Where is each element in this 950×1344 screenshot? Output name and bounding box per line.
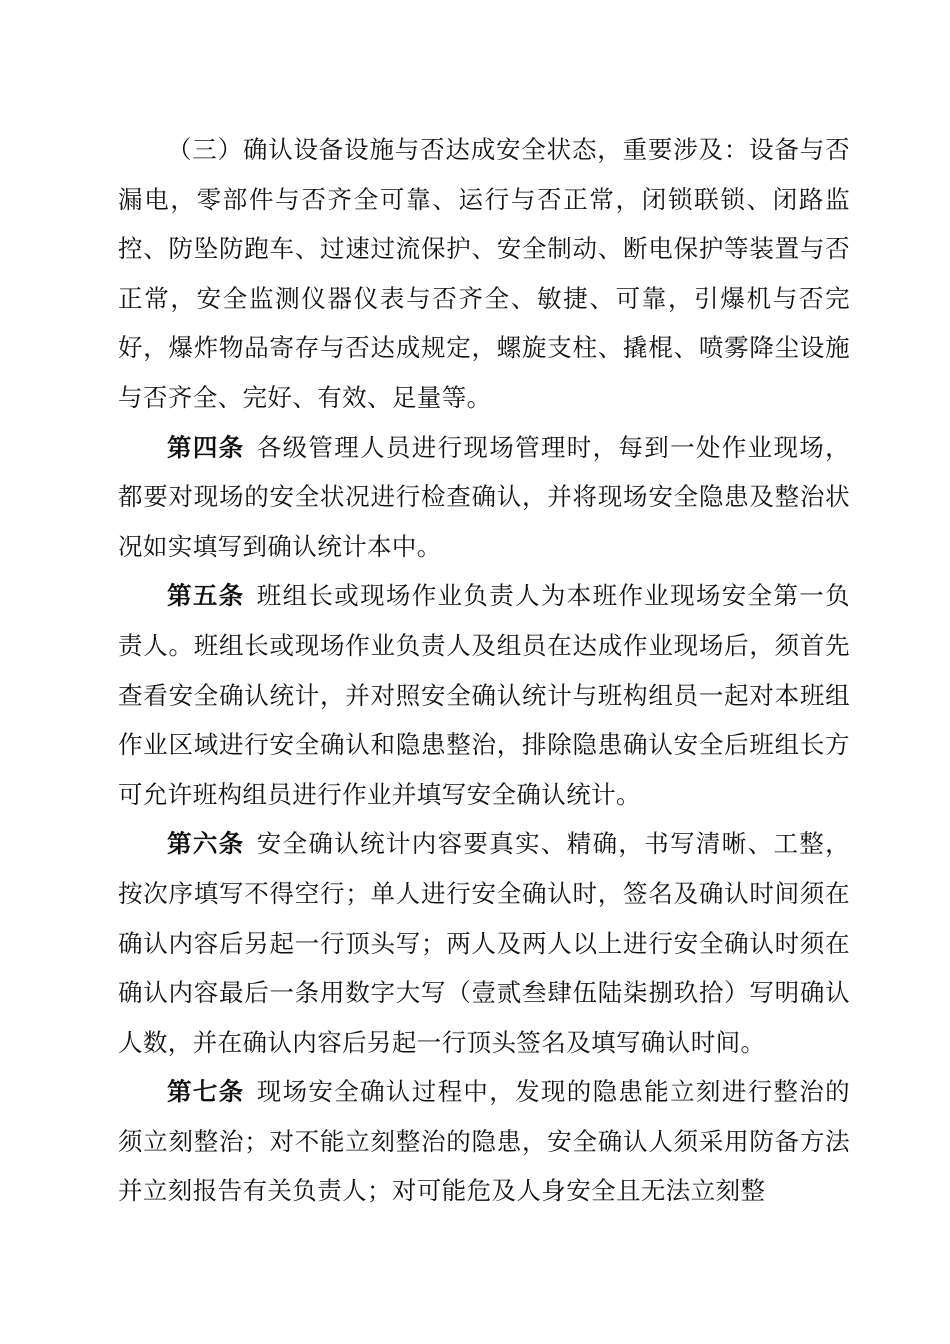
- paragraph-text: 班组长或现场作业负责人为本班作业现场安全第一负责人。班组长或现场作业负责人及组员在达成作业现场后，须首先查看安全确认统计，并对照安全确认统计与班构组员一起对本班组作业区域进行安全确认和隐患整治，排除隐患确认安全后班组长方可允许班构组员进行作业并填写安全确认统计。: [118, 581, 851, 809]
- article-number: 第四条: [167, 432, 245, 462]
- paragraph-article-6: [118, 819, 850, 1067]
- paragraph-article-4: [118, 423, 850, 572]
- paragraph-article-7: [118, 1067, 850, 1216]
- paragraph-text: 现场安全确认过程中，发现的隐患能立刻进行整治的须立刻整治；对不能立刻整治的隐患，安全确认人须采用防备方法并立刻报告有关负责人；对可能危及人身安全且无法立刻整: [118, 1077, 851, 1206]
- paragraph-text: 各级管理人员进行现场管理时，每到一处作业现场，都要对现场的安全状况进行检查确认，并将现场安全隐患及整治状况如实填写到确认统计本中。: [118, 432, 851, 561]
- paragraph-item-3: [118, 125, 850, 423]
- paragraph-text: （三）确认设备设施与否达成安全状态，重要涉及：设备与否漏电，零部件与否齐全可靠、运行与否正常，闭锁联锁、闭路监控、防坠防跑车、过速过流保护、安全制动、断电保护等装置与否正常，安全监测仪器仪表与否齐全、敏捷、可靠，引爆机与否完好，爆炸物品寄存与否达成规定，螺旋支柱、撬棍、喷雾降尘设施与否齐全、完好、有效、足量等。: [118, 135, 850, 412]
- article-number: 第五条: [167, 581, 245, 611]
- paragraph-text: 安全确认统计内容要真实、精确，书写清晰、工整，按次序填写不得空行；单人进行安全确认时，签名及确认时间须在确认内容后另起一行顶头写；两人及两人以上进行安全确认时须在确认内容最后一条用数字大写（壹贰叁肆伍陆柒捌玖拾）写明确认人数，并在确认内容后另起一行顶头签名及填写确认时间。: [118, 829, 851, 1057]
- paragraph-article-5: [118, 571, 850, 819]
- article-number: 第七条: [167, 1077, 245, 1107]
- document-body: [118, 125, 850, 1216]
- article-number: 第六条: [167, 829, 245, 859]
